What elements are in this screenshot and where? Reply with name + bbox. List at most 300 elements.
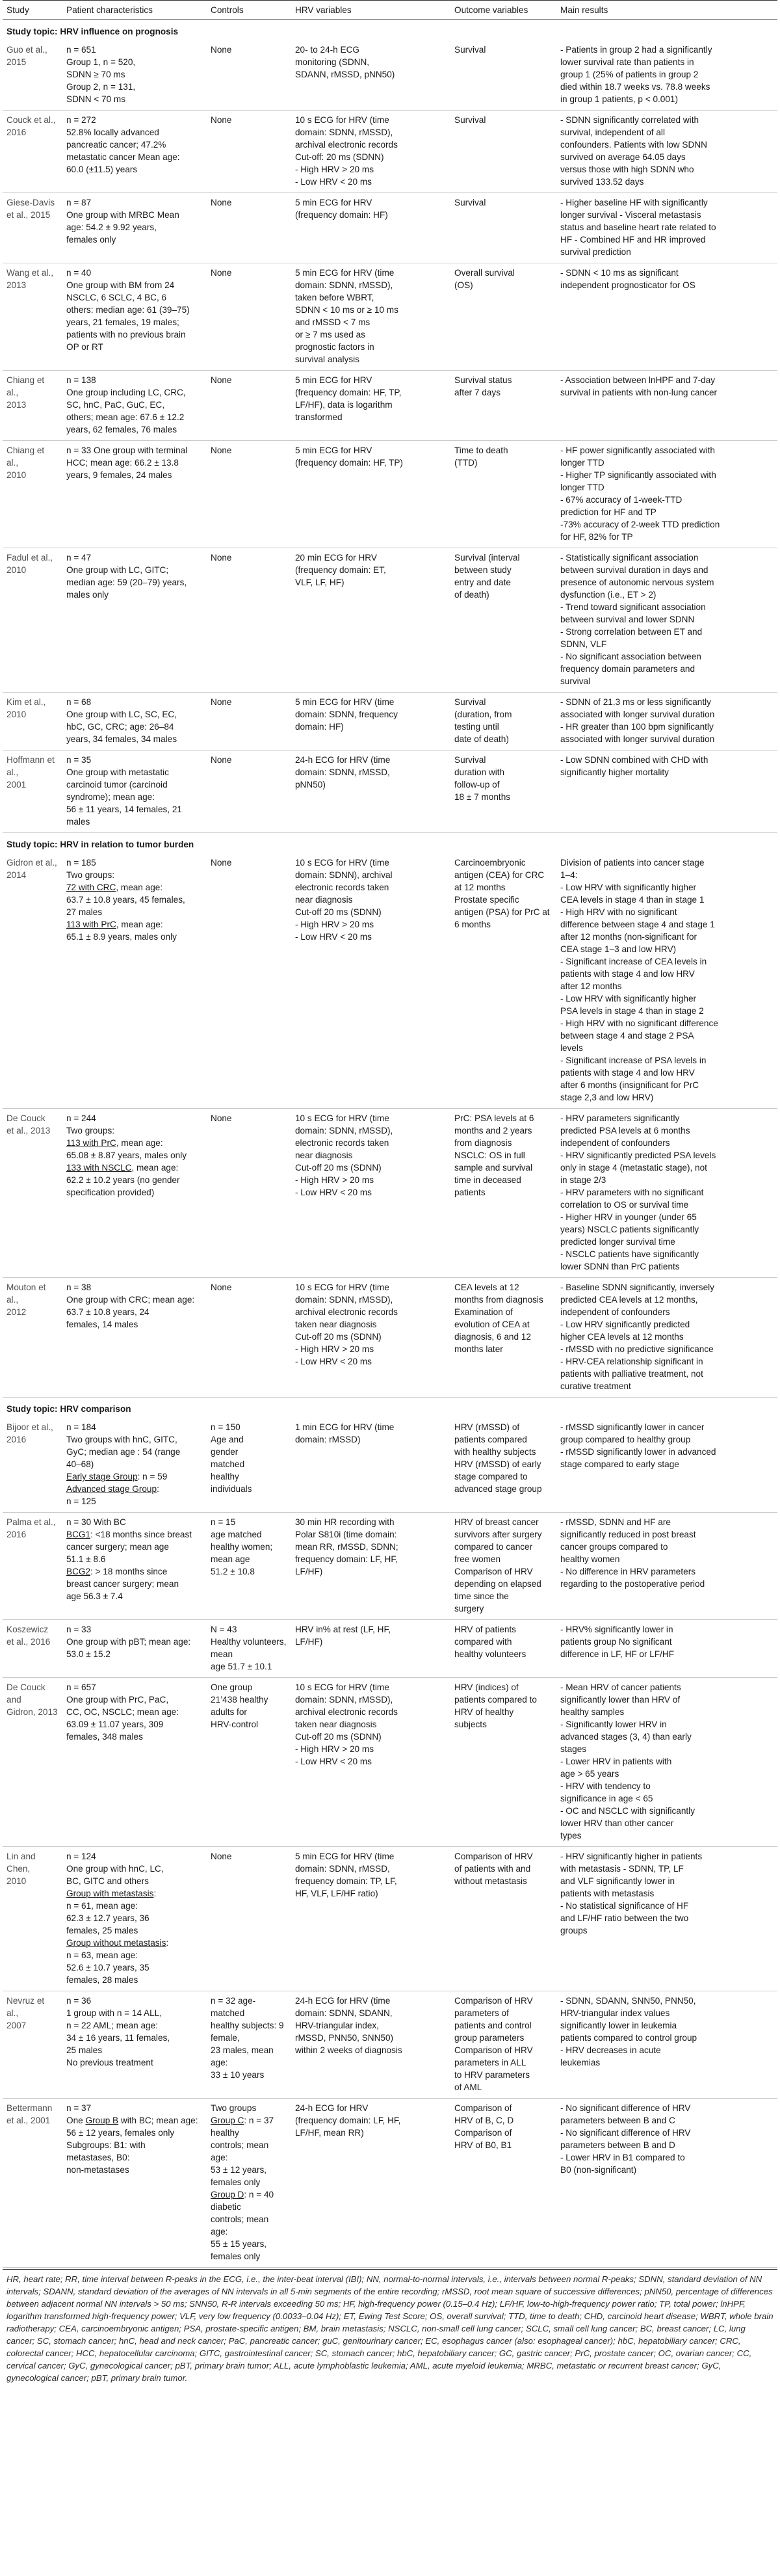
- cell-line: - HRV parameters significantly: [560, 1113, 680, 1123]
- cell-line: n = 40: [66, 268, 92, 278]
- cell-line: 63.7 ± 10.8 years, 24: [66, 1307, 150, 1317]
- cell-line: 63.7 ± 10.8 years, 45 females,: [66, 895, 185, 905]
- cell-line: CEA stage 1–3 and low HRV): [560, 944, 677, 954]
- study-cell: [3, 1109, 62, 1278]
- cell-line: Koszewicz: [6, 1625, 49, 1634]
- patient-characteristics-cell: [62, 263, 207, 371]
- cell-line: et al., 2016: [6, 1637, 51, 1647]
- column-header-main-results: Main results: [556, 1, 777, 20]
- cell-line: De Couck and: [6, 1682, 46, 1705]
- cell-line: - High HRV with no significant: [560, 907, 677, 917]
- cell-line: Survival: [454, 45, 486, 55]
- cell-line: n = 124: [66, 1852, 96, 1861]
- cell-line: Comparison of HRV: [454, 1852, 533, 1861]
- cell-line: and LF/HF ratio between the two: [560, 1913, 689, 1923]
- column-header-patient-characteristics: Patient characteristics: [62, 1, 207, 20]
- cell-line: Two groups:: [66, 1126, 115, 1135]
- cell-line: n = 33 One group with terminal: [66, 445, 188, 455]
- cell-line: between survival duration in days and: [560, 565, 708, 575]
- cell-line: after 7 days: [454, 388, 501, 397]
- cell-line: One group with BM from 24: [66, 280, 175, 290]
- table-row: [3, 693, 777, 750]
- cell-line: VLF, LF, HF): [295, 578, 344, 587]
- cell-line: antigen (CEA) for CRC: [454, 870, 545, 880]
- cell-line: females only: [66, 235, 116, 245]
- main-results-cell: [556, 1991, 777, 2099]
- cell-line: survival prediction: [560, 247, 631, 257]
- cell-line: females, 28 males: [66, 1975, 138, 1985]
- cell-line: females, 25 males: [66, 1926, 138, 1935]
- main-results-cell: [556, 1109, 777, 1278]
- cell-line: CEA levels in stage 4 than in stage 1: [560, 895, 705, 905]
- section-title: Study topic: HRV in relation to tumor burden: [6, 840, 194, 849]
- cell-line: patients with palliative treatment, not: [560, 1369, 703, 1379]
- cell-line: n = 184: [66, 1422, 96, 1432]
- cell-line: Group 2, n = 131,: [66, 82, 136, 92]
- cell-line: 56 ± 12 years, females only: [66, 2128, 175, 2138]
- cell-line: HF, VLF, LF/HF ratio): [295, 1889, 378, 1898]
- cell-line: n = 33: [66, 1625, 92, 1634]
- cell-line: One group with LC, SC, EC,: [66, 710, 177, 719]
- main-results-cell: [556, 371, 777, 441]
- patient-characteristics-cell: [62, 2099, 207, 2268]
- cell-line: Examination of: [454, 1307, 513, 1317]
- cell-line: (frequency domain: ET,: [295, 565, 386, 575]
- cell-line: HRV (rMSSD) of early: [454, 1459, 541, 1469]
- underlined-group-label: 133 with NSCLC: [66, 1163, 132, 1173]
- cell-line: - SDNN of 21.3 ms or less significantly: [560, 697, 711, 707]
- cell-line: Fadul et al.,: [6, 553, 53, 563]
- cell-line: SC, hnC, PaC, GuC, EC,: [66, 400, 165, 410]
- patient-characteristics-cell: [62, 40, 207, 111]
- cell-line: GyC; median age : 54 (range: [66, 1447, 181, 1457]
- underlined-group-label: BCG2: [66, 1567, 91, 1576]
- cell-line: 5 min ECG for HRV: [295, 375, 372, 385]
- cell-line: PSA levels in stage 4 than in stage 2: [560, 1006, 704, 1016]
- patient-characteristics-cell: [62, 1991, 207, 2099]
- cell-line: - HRV parameters with no significant: [560, 1188, 704, 1197]
- cell-line: confounders. Patients with low SDNN: [560, 140, 707, 150]
- cell-line: - High HRV > 20 ms: [295, 1344, 374, 1354]
- outcome-variables-cell: [450, 750, 556, 833]
- cell-line: Survival: [454, 755, 486, 765]
- cell-line: Survival: [454, 115, 486, 125]
- study-cell: [3, 693, 62, 750]
- cell-line: -73% accuracy of 2-week TTD prediction: [560, 520, 720, 529]
- table-row: [3, 1620, 777, 1678]
- cell-line: - No statistical significance of HF: [560, 1901, 689, 1911]
- cell-line: controls; mean age:: [211, 2140, 269, 2162]
- cell-line: depending on elapsed: [454, 1579, 541, 1589]
- cell-line: Cut-off 20 ms (SDNN): [295, 1163, 382, 1173]
- cell-line: PrC: PSA levels at 6: [454, 1113, 534, 1123]
- cell-line: n = 68: [66, 697, 92, 707]
- cell-line: of patients with and: [454, 1864, 531, 1874]
- cell-line: antigen (PSA) for PrC at: [454, 907, 550, 917]
- outcome-variables-cell: [450, 193, 556, 263]
- cell-line: 60.0 (±11.5) years: [66, 165, 138, 174]
- cell-line: breast cancer surgery; mean: [66, 1579, 179, 1589]
- cell-line: archival electronic records: [295, 1707, 398, 1717]
- cell-line: others; mean age: 67.6 ± 12.2: [66, 412, 185, 422]
- cell-line: survival, independent of all: [560, 127, 665, 137]
- main-results-cell: [556, 1278, 777, 1398]
- cell-line: in stage 2/3: [560, 1175, 606, 1185]
- controls-cell: [207, 1513, 291, 1620]
- cell-line: SDANN, rMSSD, pNN50): [295, 70, 395, 79]
- main-results-cell: [556, 1513, 777, 1620]
- cell-line: years, 9 females, 24 males: [66, 470, 172, 480]
- cell-line: evolution of CEA at: [454, 1320, 530, 1329]
- study-cell: [3, 548, 62, 693]
- main-results-cell: [556, 111, 777, 193]
- cell-line: 53.0 ± 15.2: [66, 1649, 110, 1659]
- cell-line: (frequency domain: HF): [295, 210, 388, 220]
- cell-line: healthy: [211, 1472, 239, 1481]
- cell-line: near diagnosis: [295, 895, 353, 905]
- cell-line: of death): [454, 590, 489, 600]
- cell-line: survived on average 64.05 days: [560, 152, 686, 162]
- cell-line: Overall survival: [454, 268, 515, 278]
- cell-line: specification provided): [66, 1188, 155, 1197]
- cell-line: Subgroups: B1: with: [66, 2140, 146, 2150]
- cell-line: stages: [560, 1744, 587, 1754]
- cell-line: significantly reduced in post breast: [560, 1530, 696, 1539]
- table-row: [3, 2099, 777, 2268]
- cell-line: Chiang et al.,: [6, 375, 45, 397]
- cell-line: females, 348 males: [66, 1732, 143, 1742]
- cell-line: n = 32 age-matched: [211, 1996, 256, 2018]
- controls-cell: [207, 1847, 291, 1991]
- study-cell: [3, 1991, 62, 2099]
- underlined-group-label: BCG1: [66, 1530, 91, 1539]
- cell-line: patients with metastasis: [560, 1889, 655, 1898]
- cell-line: healthy subjects: 9 female,: [211, 2021, 284, 2043]
- cell-line: One Group B with BC; mean age:: [66, 2116, 198, 2125]
- cell-line: Group 1, n = 520,: [66, 57, 136, 67]
- patient-characteristics-cell: [62, 548, 207, 693]
- cell-line: between stage 4 and stage 2 PSA: [560, 1031, 694, 1041]
- cell-line: Comparison of: [454, 2103, 512, 2113]
- cell-line: patients compared to: [454, 1695, 537, 1705]
- cell-line: 133 with NSCLC, mean age:: [66, 1163, 179, 1173]
- cell-line: sample and survival: [454, 1163, 533, 1173]
- cell-line: Couck et al.,: [6, 115, 56, 125]
- controls-cell: [207, 1991, 291, 2099]
- cell-line: parameters of: [454, 2008, 509, 2018]
- cell-line: 23 males, mean age:: [211, 2045, 274, 2067]
- cell-line: died within 18.7 weeks vs. 78.8 weeks: [560, 82, 710, 92]
- cell-line: years, 21 females, 19 males;: [66, 317, 179, 327]
- outcome-variables-cell: [450, 371, 556, 441]
- cell-line: - No significant difference of HRV: [560, 2128, 691, 2138]
- cell-line: 10 s ECG for HRV (time: [295, 1682, 389, 1692]
- underlined-group-label: 72 with CRC: [66, 883, 116, 892]
- cell-line: One group with pBT; mean age:: [66, 1637, 191, 1647]
- outcome-variables-cell: [450, 441, 556, 548]
- hrv-variables-cell: [291, 1109, 450, 1278]
- cell-line: 1 min ECG for HRV (time: [295, 1422, 395, 1432]
- cell-line: gender: [211, 1447, 239, 1457]
- underlined-group-label: Early stage Group: [66, 1472, 138, 1481]
- cell-line: n = 87: [66, 198, 92, 207]
- main-results-cell: [556, 1847, 777, 1991]
- column-header-hrv-variables: HRV variables: [291, 1, 450, 20]
- cell-line: - Low HRV < 20 ms: [295, 932, 372, 942]
- cell-line: patients compared: [454, 1435, 527, 1444]
- cell-line: Healthy volunteers, mean: [211, 1637, 287, 1659]
- cell-line: taken before WBRT,: [295, 293, 374, 302]
- cell-line: - Significant increase of CEA levels in: [560, 957, 707, 966]
- cell-line: presence of autonomic nervous system: [560, 578, 714, 587]
- cell-line: domain: rMSSD): [295, 1435, 361, 1444]
- main-results-cell: [556, 263, 777, 371]
- cell-line: metastases, B0:: [66, 2153, 130, 2162]
- cell-line: domain: SDNN, frequency: [295, 710, 398, 719]
- cell-line: 65.08 ± 8.87 years, males only: [66, 1150, 187, 1160]
- controls-cell: [207, 441, 291, 548]
- cell-line: HF - Combined HF and HR improved: [560, 235, 706, 245]
- cell-line: et al., 2013: [6, 1126, 51, 1135]
- outcome-variables-cell: [450, 1418, 556, 1513]
- section-heading-row: [3, 1398, 777, 1418]
- cell-line: HRV of healthy: [454, 1707, 514, 1717]
- cell-line: or ≥ 7 ms used as: [295, 330, 365, 339]
- table-row: [3, 40, 777, 111]
- cell-line: Comparison of: [454, 2128, 512, 2138]
- cell-line: prognostic factors in: [295, 342, 374, 352]
- table-row: [3, 441, 777, 548]
- cell-line: healthy women: [560, 1554, 620, 1564]
- hrv-variables-cell: [291, 1278, 450, 1398]
- main-results-cell: [556, 853, 777, 1109]
- cell-line: Two groups: [211, 2103, 257, 2113]
- cell-line: Cut-off: 20 ms (SDNN): [295, 152, 384, 162]
- cell-line: 5 min ECG for HRV (time: [295, 697, 395, 707]
- hrv-variables-cell: [291, 2099, 450, 2268]
- outcome-variables-cell: [450, 40, 556, 111]
- cell-line: with metastasis - SDNN, TP, LF: [560, 1864, 684, 1874]
- cell-line: groups: [560, 1926, 588, 1935]
- cell-line: stage 2,3 and low HRV): [560, 1093, 654, 1102]
- cell-line: SDNN < 70 ms: [66, 94, 126, 104]
- cell-line: (frequency domain: HF, TP,: [295, 388, 402, 397]
- cell-line: levels: [560, 1043, 583, 1053]
- cell-line: Age and: [211, 1435, 244, 1444]
- cell-line: domain: SDNN, rMSSD),: [295, 1126, 393, 1135]
- cell-line: Bettermann: [6, 2103, 53, 2113]
- cell-line: One group with metastatic: [66, 767, 169, 777]
- main-results-cell: [556, 40, 777, 111]
- cell-line: 63.09 ± 11.07 years, 309: [66, 1720, 164, 1729]
- study-cell: [3, 111, 62, 193]
- cell-line: free women: [454, 1554, 501, 1564]
- cell-line: HRV-triangular index,: [295, 2021, 379, 2030]
- cell-line: taken near diagnosis: [295, 1720, 377, 1729]
- cell-line: n = 63, mean age:: [66, 1950, 138, 1960]
- cell-line: One group with PrC, PaC,: [66, 1695, 169, 1705]
- cell-line: None: [211, 697, 232, 707]
- cell-line: age: 54.2 ± 9.92 years,: [66, 222, 157, 232]
- cell-line: LF/HF), data is logarithm: [295, 400, 393, 410]
- cell-line: difference between stage 4 and stage 1: [560, 920, 715, 929]
- cell-line: difference in LF, HF or LF/HF: [560, 1649, 675, 1659]
- cell-line: patients: [454, 1188, 486, 1197]
- cell-line: Survival: [454, 198, 486, 207]
- cell-line: 25 males: [66, 2045, 103, 2055]
- cell-line: Comparison of HRV: [454, 2045, 533, 2055]
- cell-line: only in stage 4 (metastatic stage), not: [560, 1163, 707, 1173]
- hrv-variables-cell: [291, 853, 450, 1109]
- cell-line: diagnosis, 6 and 12: [454, 1332, 531, 1342]
- hrv-variables-cell: [291, 548, 450, 693]
- cell-line: HRV (rMSSD) of: [454, 1422, 520, 1432]
- cell-line: BCG1: <18 months since breast: [66, 1530, 192, 1539]
- cell-line: Division of patients into cancer stage: [560, 858, 705, 868]
- cell-line: frequency domain: TP, LF,: [295, 1876, 397, 1886]
- hrv-variables-cell: [291, 1991, 450, 2099]
- cell-line: independent of confounders: [560, 1307, 670, 1317]
- underlined-group-label: Group D: [211, 2190, 244, 2199]
- cell-line: - Low HRV < 20 ms: [295, 177, 372, 187]
- cell-line: status and baseline heart rate related to: [560, 222, 716, 232]
- table-header: [3, 1, 777, 20]
- section-title: Study topic: HRV comparison: [6, 1404, 131, 1414]
- cell-line: parameters between B and C: [560, 2116, 675, 2125]
- cell-line: n = 657: [66, 1682, 96, 1692]
- table-row: [3, 548, 777, 693]
- cell-line: cancer surgery; mean age: [66, 1542, 169, 1552]
- cell-line: 2013: [6, 280, 27, 290]
- cell-line: frequency domain parameters and: [560, 664, 696, 674]
- cell-line: Gidron et al.,: [6, 858, 57, 868]
- cell-line: - HR greater than 100 bpm significantly: [560, 722, 714, 732]
- controls-cell: [207, 693, 291, 750]
- cell-line: None: [211, 115, 232, 125]
- hrv-variables-cell: [291, 441, 450, 548]
- cell-line: - OC and NSCLC with significantly: [560, 1806, 695, 1816]
- table-row: [3, 1418, 777, 1513]
- cell-line: Prostate specific: [454, 895, 519, 905]
- cell-line: individuals: [211, 1484, 252, 1494]
- cell-line: healthy women;: [211, 1542, 273, 1552]
- cell-line: rMSSD, PNN50, SNN50): [295, 2033, 394, 2043]
- cell-line: Carcinoembryonic: [454, 858, 526, 868]
- cell-line: 72 with CRC, mean age:: [66, 883, 163, 892]
- table-row: [3, 853, 777, 1109]
- cell-line: survived 133.52 days: [560, 177, 644, 187]
- cell-line: - rMSSD significantly lower in advanced: [560, 1447, 716, 1457]
- cell-line: n = 30 With BC: [66, 1517, 126, 1527]
- cell-line: between study: [454, 565, 512, 575]
- study-cell: [3, 193, 62, 263]
- controls-cell: [207, 548, 291, 693]
- cell-line: 51.1 ± 8.6: [66, 1554, 106, 1564]
- study-cell: [3, 40, 62, 111]
- cell-line: - Low HRV with significantly higher: [560, 883, 697, 892]
- cell-line: hbC, GC, CRC; age: 26–84: [66, 722, 174, 732]
- cell-line: HRV (indices) of: [454, 1682, 519, 1692]
- table-row: [3, 1991, 777, 2099]
- cell-line: 20 min ECG for HRV: [295, 553, 377, 563]
- controls-cell: [207, 1418, 291, 1513]
- cell-line: pancreatic cancer; 47.2%: [66, 140, 166, 150]
- cell-line: 2010: [6, 1876, 27, 1886]
- cell-line: n = 15: [211, 1517, 236, 1527]
- cell-line: males only: [66, 590, 109, 600]
- cell-line: stage compared to early stage: [560, 1459, 679, 1469]
- cell-line: SDNN < 10 ms or ≥ 10 ms: [295, 305, 398, 315]
- cell-line: n = 38: [66, 1282, 92, 1292]
- cell-line: - Low HRV < 20 ms: [295, 1357, 372, 1366]
- cell-line: n = 244: [66, 1113, 96, 1123]
- cell-line: lower HRV than other cancer: [560, 1818, 674, 1828]
- cell-line: survivors after surgery: [454, 1530, 542, 1539]
- cell-line: 33 ± 10 years: [211, 2070, 265, 2080]
- cell-line: None: [211, 445, 232, 455]
- cell-line: domain: SDNN, rMSSD),: [295, 1695, 393, 1705]
- cell-line: metastatic cancer Mean age:: [66, 152, 180, 162]
- patient-characteristics-cell: [62, 853, 207, 1109]
- cell-line: HCC; mean age: 66.2 ± 13.8: [66, 458, 179, 468]
- cell-line: 2010: [6, 470, 27, 480]
- section-title: Study topic: HRV influence on prognosis: [6, 27, 179, 36]
- cell-line: LF/HF): [295, 1567, 323, 1576]
- cell-line: 2010: [6, 565, 27, 575]
- cell-line: compared with: [454, 1637, 512, 1647]
- controls-cell: [207, 111, 291, 193]
- hrv-variables-cell: [291, 1678, 450, 1847]
- cell-line: age > 65 years: [560, 1769, 619, 1779]
- table-row: [3, 111, 777, 193]
- cell-line: Survival (interval: [454, 553, 520, 563]
- cell-line: group compared to healthy group: [560, 1435, 691, 1444]
- cell-line: after 6 months (insignificant for PrC: [560, 1080, 699, 1090]
- patient-characteristics-cell: [62, 441, 207, 548]
- cell-line: n = 651: [66, 45, 96, 55]
- main-results-cell: [556, 1418, 777, 1513]
- cell-line: et al., 2001: [6, 2116, 51, 2125]
- cell-line: CEA levels at 12: [454, 1282, 519, 1292]
- cell-line: - HRV significantly higher in patients: [560, 1852, 703, 1861]
- patient-characteristics-cell: [62, 1278, 207, 1398]
- patient-characteristics-cell: [62, 111, 207, 193]
- cell-line: Kim et al., 2010: [6, 697, 46, 719]
- section-heading-row: [3, 20, 777, 41]
- cell-line: advanced stage group: [454, 1484, 542, 1494]
- cell-line: None: [211, 858, 232, 868]
- cell-line: 2013: [6, 400, 27, 410]
- controls-cell: [207, 193, 291, 263]
- cell-line: dysfunction (i.e., ET > 2): [560, 590, 656, 600]
- cell-line: n = 138: [66, 375, 96, 385]
- outcome-variables-cell: [450, 548, 556, 693]
- cell-line: - Statistically significant association: [560, 553, 699, 563]
- cell-line: HRV of patients: [454, 1625, 516, 1634]
- cell-line: in group 1 patients, p < 0.001): [560, 94, 678, 104]
- cell-line: - Low HRV < 20 ms: [295, 1188, 372, 1197]
- cell-line: entry and date: [454, 578, 511, 587]
- column-header-controls: Controls: [207, 1, 291, 20]
- cell-line: advanced stages (3, 4) than early: [560, 1732, 692, 1742]
- controls-cell: [207, 1278, 291, 1398]
- cell-line: None: [211, 755, 232, 765]
- cell-line: 5 min ECG for HRV (time: [295, 1852, 395, 1861]
- cell-line: - rMSSD significantly lower in cancer: [560, 1422, 705, 1432]
- table-body: [3, 20, 777, 2268]
- cell-line: longer TTD: [560, 458, 604, 468]
- cell-line: 1–4:: [560, 870, 578, 880]
